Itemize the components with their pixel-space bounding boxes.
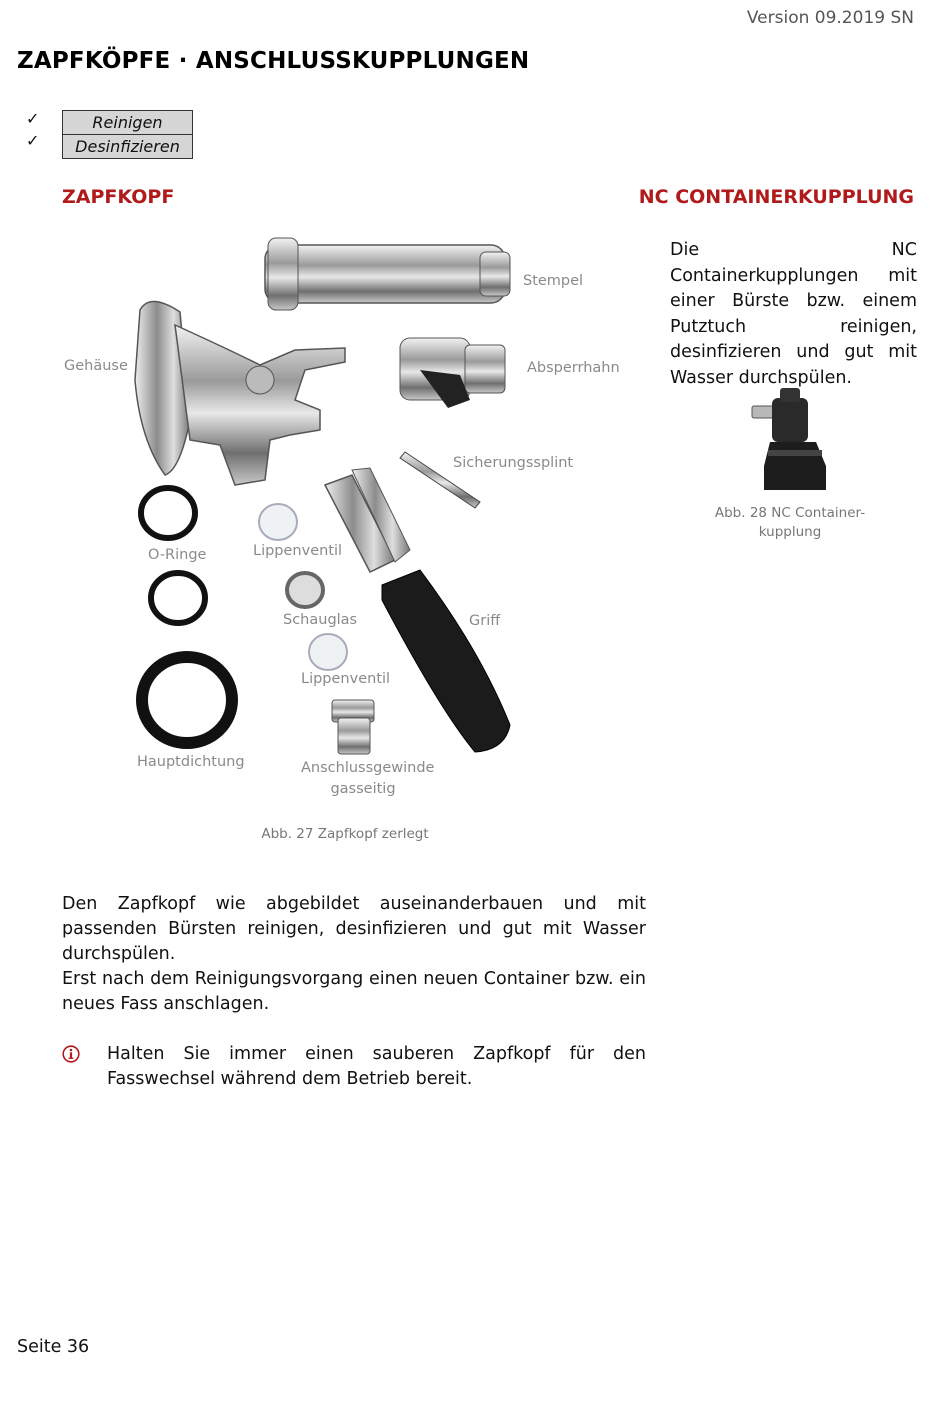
lippenventil-schauglas-parts <box>259 504 347 670</box>
figure-caption-28-line2: kupplung <box>758 524 822 540</box>
label-anschlussgewinde <box>301 758 435 800</box>
label-o-ringe: O-Ringe <box>148 547 207 563</box>
heading-nc-containerkupplung: NC CONTAINERKUPPLUNG <box>638 186 914 208</box>
gehaeuse-part <box>135 301 345 485</box>
page-number: Seite 36 <box>17 1337 90 1357</box>
task-box <box>62 110 193 159</box>
version-label: Version 09.2019 SN <box>746 8 914 28</box>
absperrhahn-part <box>400 338 505 408</box>
paragraph-zerlegen: Den Zapfkopf wie abgebildet auseinanderbauen und mit passenden Bürsten reinigen, desinfizieren und gut mit Wasser durchspülen. <box>62 894 646 964</box>
task-reinigen: Reinigen <box>63 111 192 134</box>
label-anschlussgewinde-line1: Anschlussgewinde <box>301 760 435 776</box>
figure-caption-28-line1: Abb. 28 NC Container- <box>714 505 866 521</box>
label-lippenventil: Lippenventil <box>253 543 343 559</box>
figure-caption-28 <box>690 504 890 542</box>
label-anschlussgewinde-line2: gasseitig <box>330 781 396 797</box>
nc-description: Die NC Containerkupplungen mit einer Bürste bzw. einem Putztuch reinigen, desinfizieren und gut mit Wasser durchspülen. <box>670 240 917 388</box>
task-desinfizieren: Desinfizieren <box>63 134 192 158</box>
label-stempel: Stempel <box>523 273 584 289</box>
label-griff: Griff <box>469 613 501 629</box>
label-lippenventil: Lippenventil <box>301 671 391 687</box>
paragraph-anschlagen: Erst nach dem Reinigungsvorgang einen neuen Container bzw. ein neues Fass anschlagen. <box>62 969 646 1014</box>
check-icon: ✓ <box>26 109 40 128</box>
label-hauptdichtung: Hauptdichtung <box>137 754 245 770</box>
label-sicherungssplint: Sicherungssplint <box>453 455 574 471</box>
info-icon <box>62 1045 80 1063</box>
label-absperrhahn: Absperrhahn <box>527 360 620 376</box>
stempel-part <box>265 238 510 310</box>
page-title: ZAPFKÖPFE · ANSCHLUSSKUPPLUNGEN <box>17 48 530 74</box>
figure-caption-27: Abb. 27 Zapfkopf zerlegt <box>261 826 429 842</box>
check-icon: ✓ <box>26 131 40 150</box>
hauptdichtung-part <box>142 657 232 743</box>
label-schauglas: Schauglas <box>283 612 358 628</box>
task-checkmarks <box>26 108 39 152</box>
zapfkopf-exploded-image <box>120 230 540 770</box>
nc-kupplung-image <box>750 386 840 496</box>
note-text: Halten Sie immer einen sauberen Zapfkopf für den Fasswechsel während dem Betrieb bereit. <box>107 1044 646 1089</box>
label-gehaeuse: Gehäuse <box>64 358 128 374</box>
anschlussgewinde-part <box>332 700 374 754</box>
heading-zapfkopf: ZAPFKOPF <box>62 186 175 208</box>
